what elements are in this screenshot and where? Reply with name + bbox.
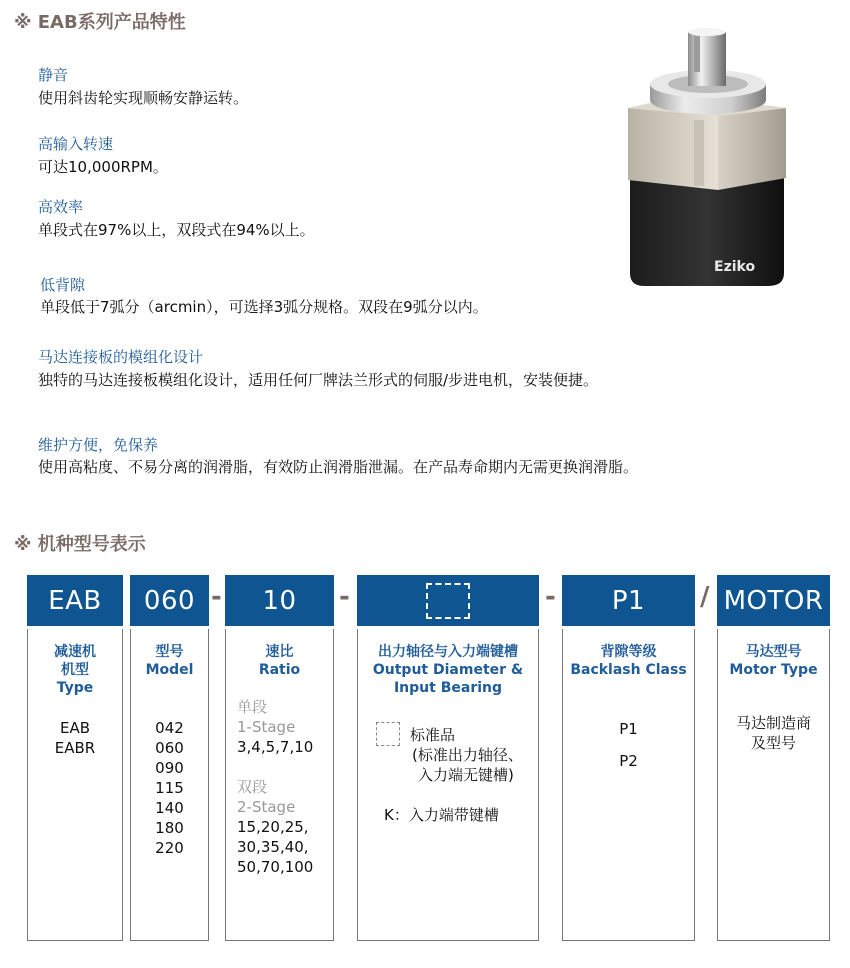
list-item: 马达制造商 <box>735 714 811 732</box>
column-model <box>130 629 209 941</box>
column-motor <box>717 629 830 941</box>
backlash-list <box>563 713 694 777</box>
k-option: K：入力端带键槽 <box>384 806 499 824</box>
header-line: 出力轴径与入力端键槽 <box>378 644 518 660</box>
column-type <box>27 629 123 941</box>
double-stage-values: 15,20,25, <box>237 818 309 836</box>
feature-heading-modular: 马达连接板的模组化设计 <box>38 348 204 366</box>
header-line: 减速机 <box>54 644 96 660</box>
code-box-model: 060 <box>130 575 209 626</box>
double-stage-values: 50,70,100 <box>237 858 314 876</box>
ratio-list <box>226 697 333 877</box>
feature-desc-maintenance: 使用高粘度、不易分离的润滑脂，有效防止润滑脂泄漏。在产品寿命期内无需更换润滑脂。 <box>38 458 639 476</box>
feature-desc-efficiency: 单段式在97%以上，双段式在94%以上。 <box>38 221 315 239</box>
model-code-title: ※ 机种型号表示 <box>14 534 146 555</box>
gearbox-product-image <box>618 28 798 290</box>
single-stage-label-en: 1-Stage <box>237 718 296 736</box>
separator-4: / <box>700 582 710 612</box>
list-item: 090 <box>155 759 184 777</box>
column-output-header <box>358 643 538 697</box>
code-box-motor: MOTOR <box>717 575 830 626</box>
header-line: Ratio <box>258 662 301 678</box>
header-line: Backlash Class <box>570 662 687 678</box>
header-line: 速比 <box>265 644 294 660</box>
list-item: 060 <box>155 739 184 757</box>
feature-heading-maintenance: 维护方便，免保养 <box>38 436 159 454</box>
code-box-output <box>357 575 539 626</box>
motor-list <box>718 713 829 753</box>
feature-heading-quiet: 静音 <box>38 66 69 84</box>
feature-heading-speed: 高输入转速 <box>38 135 114 153</box>
double-stage-label-en: 2-Stage <box>237 798 296 816</box>
dashed-placeholder-icon <box>426 583 470 619</box>
header-line: 机型 <box>61 662 89 678</box>
product-logo: Eziko <box>714 259 756 275</box>
list-item: 及型号 <box>750 734 796 752</box>
header-line: Input Bearing <box>393 680 503 696</box>
single-stage-values: 3,4,5,7,10 <box>237 738 314 756</box>
list-item: EAB <box>59 719 91 737</box>
column-ratio <box>225 629 334 941</box>
list-item: 140 <box>155 799 184 817</box>
standard-note: 入力端无键槽) <box>418 766 514 784</box>
header-line: Motor Type <box>729 662 818 678</box>
column-backlash-header <box>563 643 694 679</box>
code-box-ratio: 10 <box>225 575 334 626</box>
type-list <box>28 718 122 758</box>
separator-2: - <box>339 582 350 612</box>
feature-heading-backlash: 低背隙 <box>40 276 86 294</box>
double-stage-label: 双段 <box>237 778 268 796</box>
list-item: 220 <box>155 839 184 857</box>
feature-desc-quiet: 使用斜齿轮实现顺畅安静运转。 <box>38 89 249 107</box>
column-backlash <box>562 629 695 941</box>
separator-3: - <box>545 582 556 612</box>
header-line: 型号 <box>155 644 184 660</box>
column-type-header <box>28 643 122 697</box>
single-stage-label: 单段 <box>237 698 268 716</box>
separator-1: - <box>211 582 222 612</box>
model-list <box>131 718 208 858</box>
list-item: 042 <box>155 719 184 737</box>
list-item: 180 <box>155 819 184 837</box>
feature-heading-efficiency: 高效率 <box>38 198 84 216</box>
feature-desc-backlash: 单段低于7弧分（arcmin），可选择3弧分规格。双段在9弧分以内。 <box>40 298 488 316</box>
header-line: 马达型号 <box>745 644 802 660</box>
feature-desc-speed: 可达10,000RPM。 <box>38 158 168 176</box>
column-ratio-header <box>226 643 333 679</box>
header-line: Model <box>145 662 194 678</box>
standard-label: 标准品 <box>410 726 456 744</box>
column-motor-header <box>718 643 829 679</box>
column-output <box>357 629 539 941</box>
double-stage-values: 30,35,40, <box>237 838 309 856</box>
standard-note: (标准出力轴径、 <box>412 746 523 764</box>
header-line: Output Diameter & <box>372 662 524 678</box>
output-options <box>358 723 538 833</box>
list-item: P2 <box>619 752 638 770</box>
header-line: Type <box>56 680 94 696</box>
code-box-type: EAB <box>27 575 123 626</box>
list-item: 115 <box>155 779 184 797</box>
list-item: P1 <box>619 720 638 738</box>
list-item: EABR <box>54 739 96 757</box>
column-model-header <box>131 643 208 679</box>
code-box-backlash: P1 <box>562 575 695 626</box>
feature-desc-modular: 独特的马达连接板模组化设计，适用任何厂牌法兰形式的伺服/步进电机，安装便捷。 <box>38 371 599 389</box>
header-line: 背隙等级 <box>600 644 657 660</box>
dashed-square-icon <box>376 722 400 746</box>
features-title: ※ EAB系列产品特性 <box>14 12 186 33</box>
